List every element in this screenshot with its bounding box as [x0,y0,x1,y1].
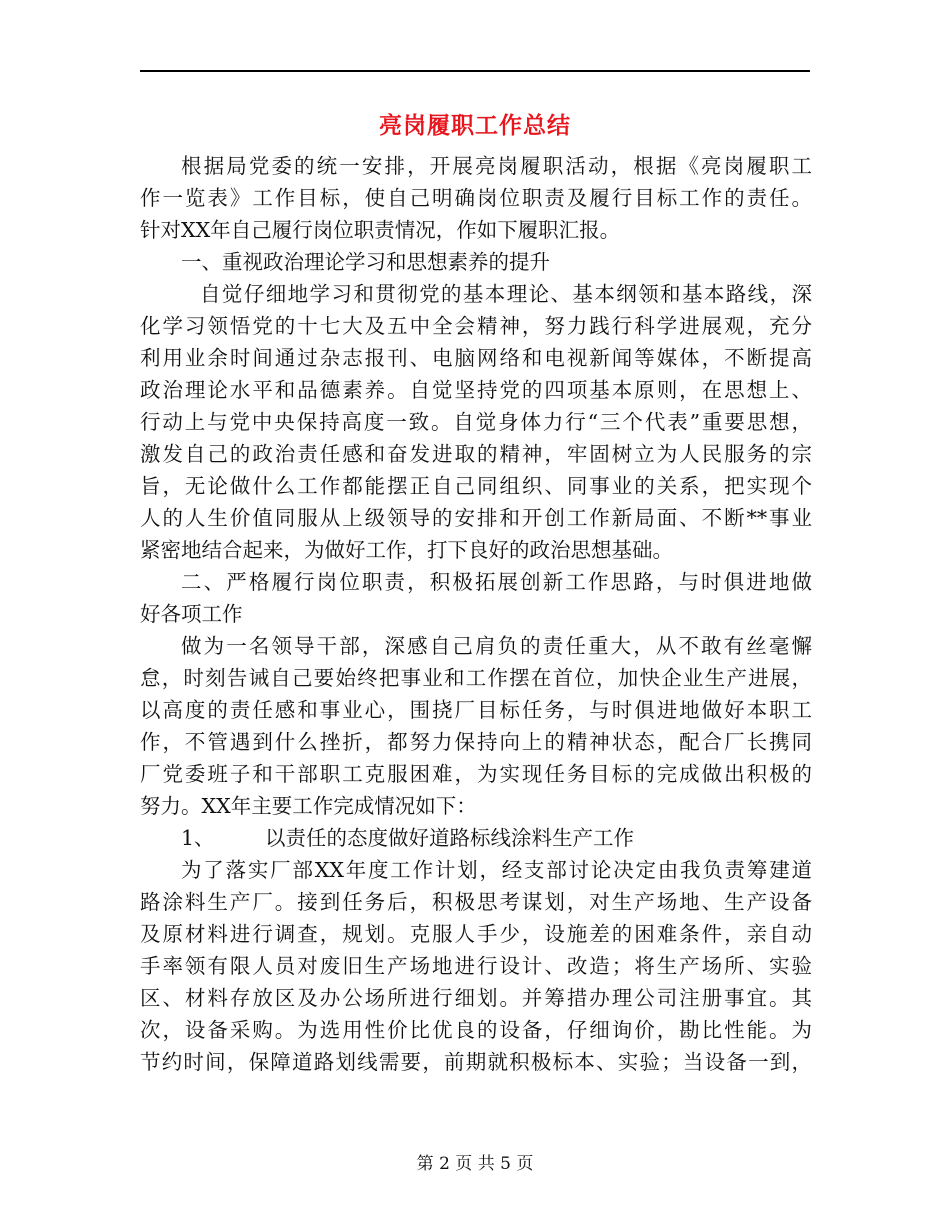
document-title: 亮岗履职工作总结 [379,112,571,139]
paragraph-line: 以高度的责任感和事业心，围挠厂目标任务，与时俱进地做好本职工 [140,698,812,722]
paragraph-line: 厂党委班子和干部职工克服困难，为实现任务目标的完成做出积极的 [140,762,812,786]
paragraph-line: 旨，无论做什么工作都能摆正自己同组织、同事业的关系，把实现个 [140,474,812,498]
list-item-text: 以责任的态度做好道路标线涂料生产工作 [265,826,634,850]
section-heading-continuation: 好各项工作 [140,602,243,626]
paragraph-line: 政治理论水平和品德素养。自觉坚持党的四项基本原则，在思想上、 [140,378,812,402]
header-rule [140,70,810,72]
paragraph-line: 次，设备采购。为选用性价比优良的设备，仔细询价，勘比性能。为 [140,1018,812,1042]
section-heading: 二、严格履行岗位职责，积极拓展创新工作思路，与时俱进地做 [181,570,812,594]
paragraph-line: 节约时间，保障道路划线需要，前期就积极标本、实验；当设备一到， [140,1050,812,1074]
paragraph-line: 人的人生价值同服从上级领导的安排和开创工作新局面、不断**事业 [140,506,812,530]
paragraph-line: 手率领有限人员对废旧生产场地进行设计、改造；将生产场所、实验 [140,954,812,978]
paragraph-line: 怠，时刻告诫自己要始终把事业和工作摆在首位，加快企业生产进展， [140,666,812,690]
paragraph-line: 化学习领悟党的十七大及五中全会精神，努力践行科学进展观，充分 [140,314,812,338]
paragraph-line: 紧密地结合起来，为做好工作，打下良好的政治思想基础。 [140,538,673,562]
paragraph-line: 行动上与党中央保持高度一致。自觉身体力行“三个代表”重要思想， [140,410,812,434]
paragraph-line: 区、材料存放区及办公场所进行细划。并筹措办理公司注册事宜。其 [140,986,812,1010]
paragraph-line: 利用业余时间通过杂志报刊、电脑网络和电视新闻等媒体，不断提高 [140,346,812,370]
page-number-footer: 第 2 页 共 5 页 [416,1154,534,1174]
paragraph-line: 做为一名领导干部，深感自己肩负的责任重大，从不敢有丝毫懈 [181,634,812,658]
paragraph-line: 路涂料生产厂。接到任务后，积极思考谋划，对生产场地、生产设备 [140,890,812,914]
paragraph-line: 作，不管遇到什么挫折，都努力保持向上的精神状态，配合厂长携同 [140,730,812,754]
paragraph-line: 自觉仔细地学习和贯彻党的基本理论、基本纲领和基本路线，深 [200,282,812,306]
paragraph-line: 努力。XX年主要工作完成情况如下： [140,794,477,818]
paragraph-line: 激发自己的政治责任感和奋发进取的精神，牢固树立为人民服务的宗 [140,442,812,466]
paragraph-line: 根据局党委的统一安排，开展亮岗履职活动，根据《亮岗履职工 [181,154,812,178]
paragraph-line: 针对XX年自己履行岗位职责情况，作如下履职汇报。 [140,218,621,242]
section-heading: 一、重视政治理论学习和思想素养的提升 [181,250,550,274]
paragraph-line: 及原材料进行调查，规划。克服人手少，设施差的困难条件，亲自动 [140,922,812,946]
paragraph-line: 作一览表》工作目标，使自己明确岗位职责及履行目标工作的责任。 [140,186,812,210]
paragraph-line: 为了落实厂部XX年度工作计划，经支部讨论决定由我负责筹建道 [181,858,812,882]
list-item [140,822,812,854]
document-body [140,150,812,1078]
list-item-number: 1、 [181,826,215,850]
